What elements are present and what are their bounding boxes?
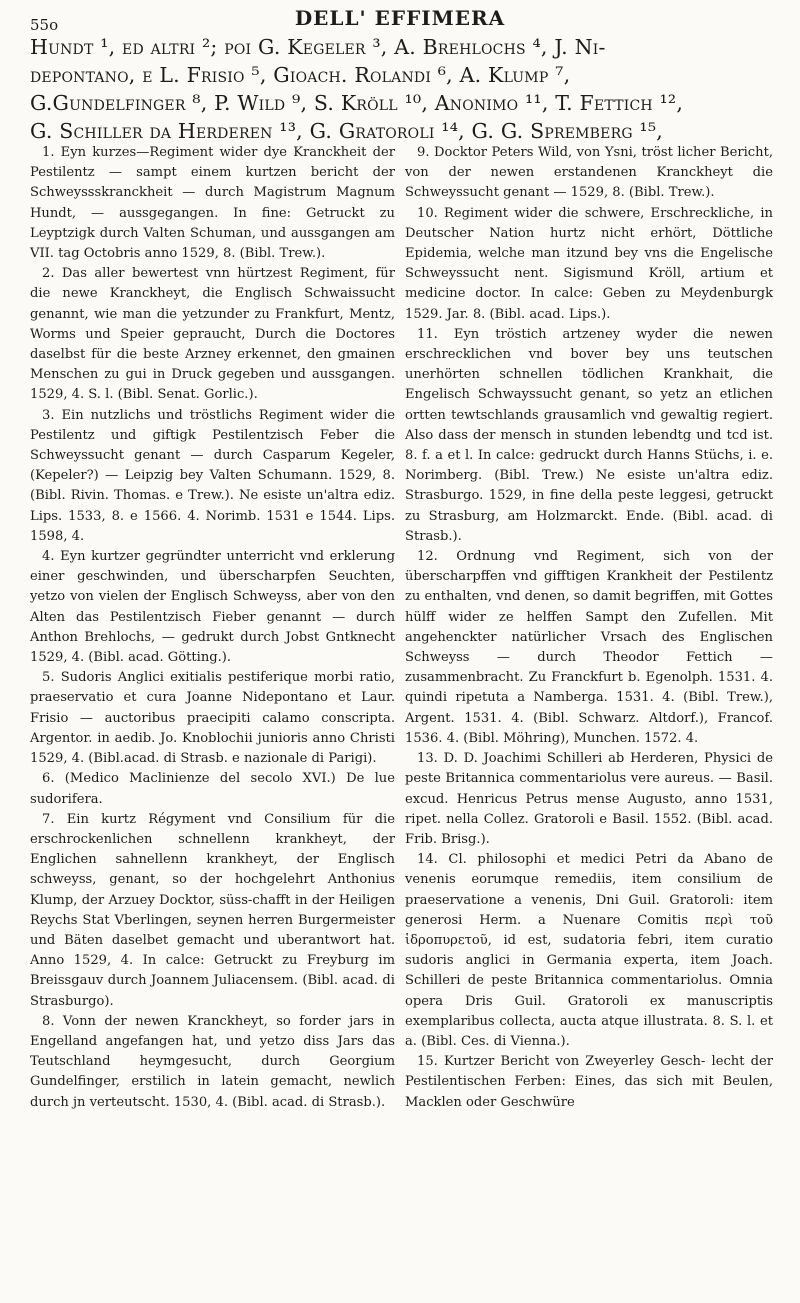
running-head [30, 6, 770, 32]
bibliography-entry-3: 3. Ein nutzlichs und tröstlichs Regiment wider die Pestilentz und giftigk Pestilentzisch Feber die Schweyssucht genant — durch Casparum Kegeler, (Kepeler?) — Leipzig bey Valten Schumann. 1529, 8. (Bibl. Rivin. Thomas. e Trew.). Ne esiste un'altra ediz. Lips. 1533, 8. e 1566. 4. Norimb. 1531 e 1544. Lips. 1598, 4. [30, 407, 395, 544]
bibliography-entry-12: 12. Ordnung vnd Regiment, sich von der überscharpffen vnd gifftigen Krankheit der Pestilentz zu enthalten, vnd denen, so damit begriffen, mit Gottes hülff wider ze helffen Sampt den Zufellen. Mit angehenckter natürlicher Vrsach des Englischen Schweyss — durch Theodor Fettich — zusammenbracht. Zu Franckfurt b. Egenolph. 1531. 4. quindi ripetuta a Namberga. 1531. 4. (Bibl. Trew.), Argent. 1531. 4. (Bibl. Schwarz. Altdorf.), Francof. 1536. 4. (Bibl. Möhring), Munchen. 1572. 4. [405, 549, 773, 746]
bibliography-entry-2: 2. Das aller bewertest vnn hürtzest Regiment, für die newe Kranckheyt, die Englisch Schwaissucht genannt, wie man die yetzunder zu Frankfurt, Mentz, Worms und Speier gepraucht, Durch die Doctores daselbst für die beste Arzney erkennet, den gmainen Menschen zu gui in Druck gegeben und aussgangen. 1529, 4. S. l. (Bibl. Senat. Gorlic.). [30, 266, 395, 403]
page-number: 55o [30, 16, 59, 34]
bibliography-entry-7: 7. Ein kurtz Régyment vnd Consilium für die erschrockenlichen schnellenn krankheyt, der Englichen sahnellenn krankheyt, der Englisch schweyss, genant, so der hochgelehrt Anthonius Klump, der Arzuey Docktor, süss-chafft in der Heiligen Reychs Stat Vberlingen, seynen herren Burgermeister und Bäten daselbet gemacht und uberantwort hat. Anno 1529, 4. In calce: Getruckt zu Freyburg im Breissgauv durch Joannem Juliacensem. (Bibl. acad. di Strasburgo). [30, 811, 395, 1009]
author-line: Hundt ¹, ed altri ²; poi G. Kegeler ³, A. Brehlochs ⁴, J. Ni- [30, 35, 606, 59]
author-line: depontano, e L. Frisio ⁵, Gioach. Rolandi ⁶, A. Klump ⁷, [30, 63, 571, 87]
running-title: DELL' EFFIMERA [294, 6, 506, 30]
author-line: G. Schiller da Herderen ¹³, G. Gratoroli ¹⁴, G. G. Spremberg ¹⁵, [30, 119, 663, 143]
bibliography-entry-10: 10. Regiment wider die schwere, Erschreckliche, in Deutscher Nation hurtz nicht erhört, Döttliche Epidemia, welche man itzund bey vns die Engelische Schweyssucht nent. Sigismund Kröll, artium et medicine doctor. In calce: Geben zu Meydenburgk 1529. Jar. 8. (Bibl. acad. Lips.). [405, 205, 773, 322]
bibliography-entry-9: 9. Docktor Peters Wild, von Ysni, tröst licher Bericht, von der newen erstandenen Kranckheyt die Schweyssucht genant — 1529, 8. (Bibl. Trew.). [405, 145, 773, 201]
bibliography-entry-4: 4. Eyn kurtzer gegründter unterricht vnd erklerung einer geschwinden, und überscharpfen Seuchten, yetzo von vielen der Englisch Schweyss, aber von den Alten das Pestilentzisch Fieber genannt — durch Anthon Brehlochs, — gedrukt durch Jobst Gntknecht 1529, 4. (Bibl. acad. Götting.). [30, 549, 395, 666]
bibliography-entry-13: 13. D. D. Joachimi Schilleri ab Herderen, Physici de peste Britannica commentariolus vere aureus. — Basil. excud. Henricus Petrus mense Augusto, anno 1531, ripet. nella Collez. Gratoroli e Basil. 1552. (Bibl. acad. Frib. Brisg.). [405, 751, 773, 847]
bibliography-entry-1: 1. Eyn kurzes—Regiment wider dye Kranckheit der Pestilentz — sampt einem kurtzen bericht der Schweyssskranckheit — durch Magistrum Magnum Hundt, — aussgegangen. In fine: Getruckt zu Leyptzigk durch Valten Schuman, und aussgangen am VII. tag Octobris anno 1529, 8. (Bibl. Trew.). [30, 145, 395, 262]
bibliography-entry-8: 8. Vonn der newen Kranckheyt, so forder jars in Engelland angefangen hat, und yetzo diss Jars das Teutschland heymgesucht, durch Georgium Gundelfinger, erstilich in latein gemacht, newlich durch jn verteutscht. 1530, 4. (Bibl. acad. di Strasb.). [30, 1013, 395, 1110]
author-line: G.Gundelfinger ⁸, P. Wild ⁹, S. Kröll ¹⁰, Anonimo ¹¹, T. Fettich ¹², [30, 91, 684, 115]
author-list [30, 33, 772, 145]
bibliography-entry-5: 5. Sudoris Anglici exitialis pestiferique morbi ratio, praeservatio et cura Joanne Nidepontano et Laur. Frisio — auctoribus praecipiti calamo conscripta. Argentor. in aedib. Jo. Knoblochii junioris anno Christi 1529, 4. (Bibl.acad. di Strasb. e nazionale di Parigi). [30, 670, 395, 767]
bibliography-entry-15: 15. Kurtzer Bericht von Zweyerley Gesch- lecht der Pestilentischen Ferben: Eines, das sich mit Beulen, Macklen oder Geschwüre [405, 1054, 773, 1110]
bibliography-entry-14: 14. Cl. philosophi et medici Petri da Abano de venenis eorumque remediis, item consilium de praeservatione a venenis, Dni Guil. Gratoroli: item generosi Herm. a Nuenare Comitis περὶ τοῦ ἱδροπυρετοῦ, id est, sudatoria febri, item curatio sudoris anglici in Germania experta, item Joach. Schilleri de peste Britannica commentariolus. Omnia opera Dris Guil. Gratoroli ex manuscriptis exemplaribus collecta, aucta atque illustrata. 8. S. l. et a. (Bibl. Ces. di Vienna.). [405, 852, 773, 1049]
left-column [30, 143, 395, 1113]
right-column [405, 143, 773, 1113]
bibliography-entry-11: 11. Eyn tröstich artzeney wyder die newen erschrecklichen vnd bover bey uns teutschen unerhörten schnellen tödlichen Krankhait, die Engelisch Schwayssucht genant, so yetz an etlichen ortten tewtschlands grausamlich vnd gewaltig regiert. Also dass der mensch in stunden lebendtg und tcd ist. 8. f. a et l. In calce: gedruckt durch Hanns Stüchs, i. e. Norimberg. (Bibl. Trew.) Ne esiste un'altra ediz. Strasburgo. 1529, in fine della peste leggesi, getruckt zu Strasburg, am Holzmarckt. Ende. (Bibl. acad. di Strasb.). [405, 326, 773, 544]
bibliography-entry-6: 6. (Medico Maclinienze del secolo XVI.) De lue sudorifera. [30, 771, 395, 807]
